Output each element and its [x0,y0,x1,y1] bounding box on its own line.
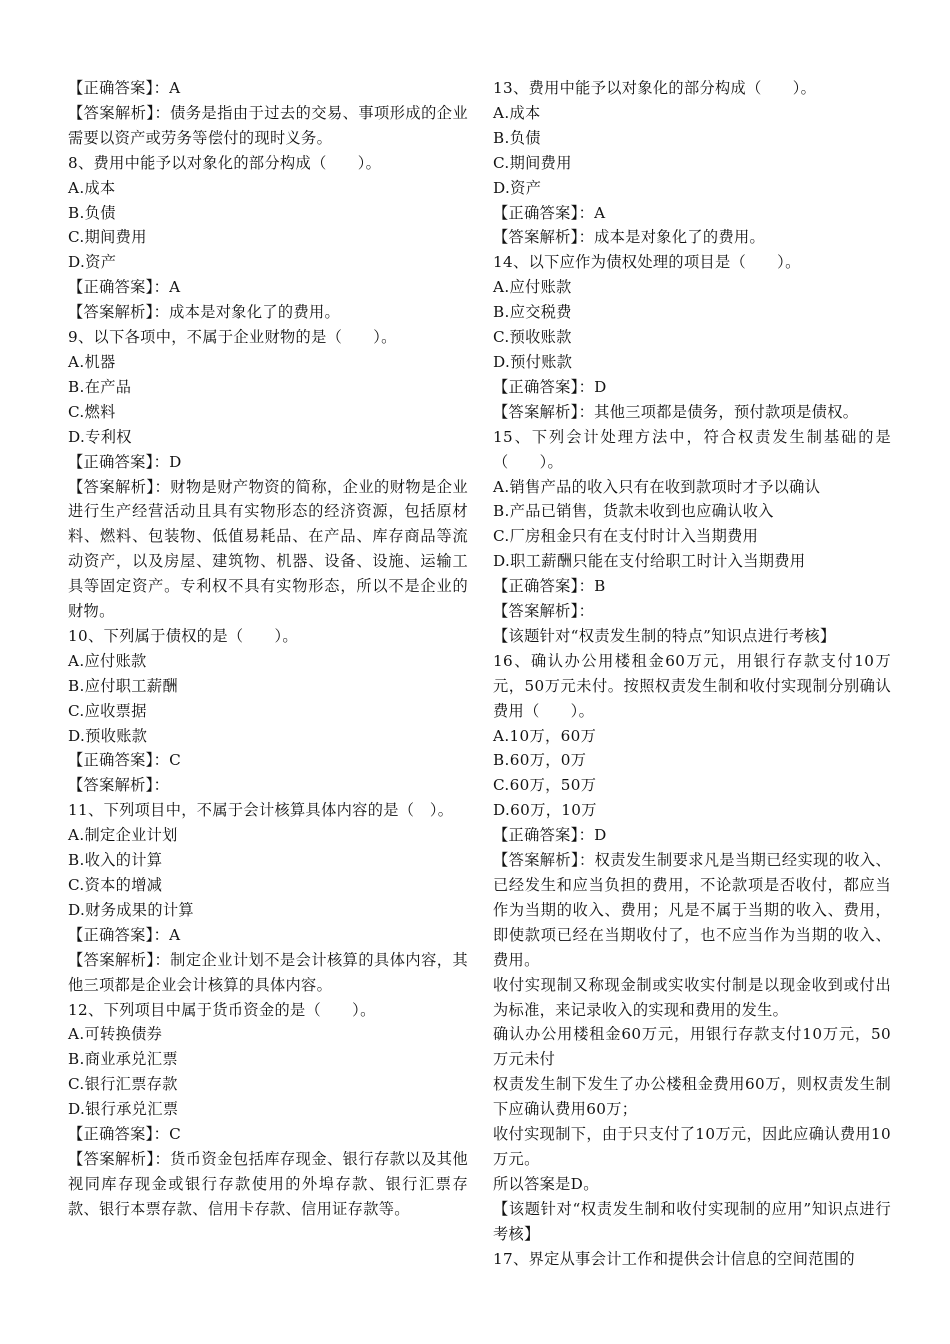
answer-option: C.预收账款 [493,328,572,347]
correct-answer-line: 【正确答案】：A [68,79,181,97]
explanation-paragraph: 确认办公用楼租金60万元，用银行存款支付10万元，50万元未付 [493,1025,891,1069]
topic-note: 【该题针对“权责发生制和收付实现制的应用”知识点进行考核】 [493,1199,891,1243]
answer-explanation: 【答案解析】：财物是财产物资的简称，企业的财物是企业进行生产经营活动且具有实物形态的经济资源，包括原材料、燃料、包装物、低值易耗品、在产品、库存商品等流动资产，以及房屋、建筑物、机器、设备、设施、运输工具等固定资产。专利权不具有实物形态，所以不是企业的财物。 [68,477,468,621]
answer-option: A.可转换债券 [68,1025,163,1044]
answer-option: B.商业承兑汇票 [68,1050,178,1069]
answer-option: A.成本 [493,103,541,122]
correct-answer-line: 【正确答案】：A [493,203,606,222]
answer-option: D.财务成果的计算 [68,900,194,919]
answer-option: B.应付职工薪酬 [68,676,178,695]
text-line: 所以答案是D。 [493,1174,599,1193]
answer-option: D.资产 [493,178,542,197]
correct-answer-line: 【正确答案】：D [493,377,607,396]
correct-answer-line: 【正确答案】：D [493,826,607,845]
answer-option: A.机器 [68,352,116,371]
answer-option: A.成本 [68,178,116,197]
question-stem: 16、确认办公用楼租金60万元，用银行存款支付10万元，50万元未付。按照权责发生制和收付实现制分别确认费用（ ）。 [493,651,891,720]
answer-explanation: 【答案解析】：成本是对象化了的费用。 [68,303,341,322]
answer-explanation: 【答案解析】：制定企业计划不是会计核算的具体内容，其他三项都是企业会计核算的具体内容。 [68,950,468,994]
answer-option: D.预付账款 [493,352,573,371]
answer-explanation: 【答案解析】： [493,602,595,621]
answer-option: D.预收账款 [68,726,148,745]
question-stem: 10、下列属于债权的是（ ）。 [68,626,298,645]
answer-option: D.专利权 [68,427,132,446]
correct-answer-line: 【正确答案】：C [68,1125,182,1144]
correct-answer-line: 【正确答案】：C [68,751,182,770]
answer-explanation: 【答案解析】：权责发生制要求凡是当期已经实现的收入、已经发生和应当负担的费用，不论款项是否收付，都应当作为当期的收入、费用；凡是不属于当期的收入、费用，即使款项已经在当期收付了，也不应当作为当期的收入、费用。 [493,851,891,969]
answer-option: D.银行承兑汇票 [68,1100,179,1119]
question-stem: 15、下列会计处理方法中，符合权责发生制基础的是（ ）。 [493,427,891,471]
question-stem: 17、界定从事会计工作和提供会计信息的空间范围的 [493,1249,855,1268]
answer-option: D.职工薪酬只能在支付给职工时计入当期费用 [493,552,806,571]
answer-explanation: 【答案解析】：成本是对象化了的费用。 [493,228,766,247]
answer-option: B.负债 [493,128,541,147]
answer-option: A.销售产品的收入只有在收到款项时才予以确认 [493,477,821,496]
question-stem: 13、费用中能予以对象化的部分构成（ ）。 [493,79,817,97]
answer-option: B.产品已销售，货款未收到也应确认收入 [493,502,774,521]
correct-answer-line: 【正确答案】：A [68,925,181,944]
answer-option: C.应收票据 [68,701,147,720]
answer-option: C.燃料 [68,402,116,421]
explanation-paragraph: 权责发生制下发生了办公楼租金费用60万，则权责发生制下应确认费用60万； [493,1075,891,1119]
answer-option: C.资本的增减 [68,876,163,894]
answer-explanation: 【答案解析】： [68,776,170,795]
answer-option: A.应付账款 [68,651,147,670]
question-stem: 9、以下各项中，不属于企业财物的是（ ）。 [68,328,397,347]
answer-explanation: 【答案解析】：债务是指由于过去的交易、事项形成的企业需要以资产或劳务等偿付的现时义务。 [68,103,468,147]
correct-answer-line: 【正确答案】：D [68,452,182,471]
answer-option: A.制定企业计划 [68,826,178,845]
answer-option: C.60万，50万 [493,776,597,795]
right-column [493,76,891,1272]
answer-explanation: 【答案解析】：货币资金包括库存现金、银行存款以及其他视同库存现金或银行存款使用的外埠存款、银行汇票存款、银行本票存款、信用卡存款、信用证存款等。 [68,1149,468,1218]
answer-option: B.应交税费 [493,303,572,322]
answer-option: A.应付账款 [493,278,572,297]
answer-option: D.60万，10万 [493,801,597,820]
answer-explanation: 【答案解析】：其他三项都是债务，预付款项是债权。 [493,402,859,421]
answer-option: C.厂房租金只有在支付时计入当期费用 [493,527,759,546]
answer-option: B.负债 [68,203,116,222]
answer-option: A.10万，60万 [493,726,597,745]
answer-option: B.在产品 [68,377,132,396]
question-stem: 11、下列项目中，不属于会计核算具体内容的是（ ）。 [68,801,454,820]
answer-option: B.收入的计算 [68,851,163,870]
answer-option: C.银行汇票存款 [68,1075,178,1094]
topic-note: 【该题针对“权责发生制的特点”知识点进行考核】 [493,626,836,645]
explanation-paragraph: 收付实现制又称现金制或实收实付制是以现金收到或付出为标准，来记录收入的实现和费用的发生。 [493,975,891,1019]
left-column [68,76,468,1222]
question-stem: 8、费用中能予以对象化的部分构成（ ）。 [68,153,382,172]
question-stem: 12、下列项目中属于货币资金的是（ ）。 [68,1000,376,1019]
answer-option: C.期间费用 [493,153,572,172]
correct-answer-line: 【正确答案】：B [493,577,606,596]
answer-option: C.期间费用 [68,228,147,247]
answer-option: D.资产 [68,253,117,272]
question-stem: 14、以下应作为债权处理的项目是（ ）。 [493,253,801,272]
explanation-paragraph: 收付实现制下，由于只支付了10万元，因此应确认费用10万元。 [493,1125,891,1168]
correct-answer-line: 【正确答案】：A [68,278,181,297]
answer-option: B.60万，0万 [493,751,587,770]
